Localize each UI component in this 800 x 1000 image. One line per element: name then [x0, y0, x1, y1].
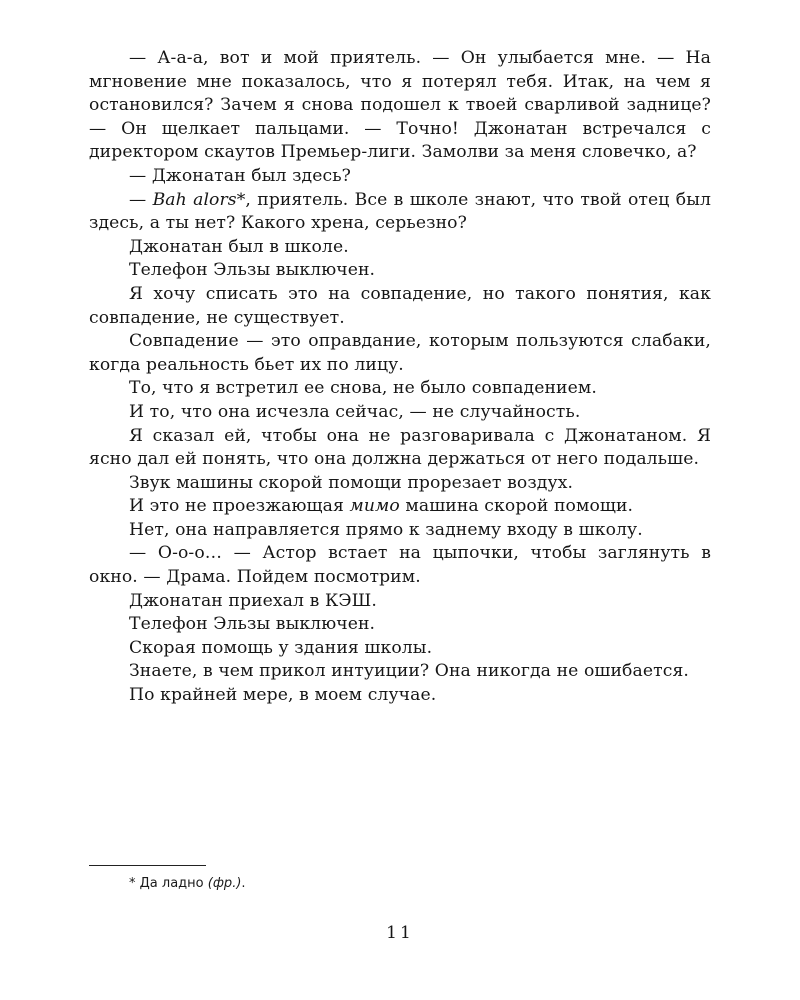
paragraph: Джонатан приехал в КЭШ.: [129, 590, 377, 611]
paragraph: Я сказал ей, чтобы она не разговаривала с Джонатаном. Я ясно дал ей понять, что она должна держаться от него подальше.: [89, 425, 711, 470]
footnote-tail: .: [241, 876, 246, 891]
paragraph: Совпадение — это оправдание, которым пользуются слабаки, когда реальность бьет их по лицу.: [89, 331, 711, 375]
footnote-divider: [89, 865, 206, 866]
paragraph: Джонатан был в школе.: [129, 236, 349, 257]
paragraph: [89, 495, 711, 519]
italic-phrase: мимо: [349, 496, 400, 517]
paragraph: — Джонатан был здесь?: [129, 165, 351, 186]
paragraph: Телефон Эльзы выключен.: [129, 260, 376, 281]
paragraph: Нет, она направляется прямо к заднему входу в школу.: [129, 519, 643, 540]
paragraph: Я хочу списать это на совпадение, но такого понятия, как совпадение, не существует.: [89, 283, 711, 328]
paragraph-text: —: [129, 189, 153, 210]
paragraph-text: И это не проезжающая: [129, 496, 350, 517]
paragraph-text: *, приятель. Все в школе знают, что твой отец был здесь, а ты нет? Какого хрена, серьезно?: [89, 189, 711, 234]
page-number: 11: [386, 923, 414, 943]
footnote-italic: (фр.): [207, 876, 242, 891]
paragraph: — А-а-а, вот и мой приятель. — Он улыбается мне. — На мгновение мне показалось, что я потерял тебя. Итак, на чем я остановился? Зачем я снова подошел к твоей сварливой заднице? — Он щелкает пальцами. — Точно! Джонатан встречался с директором скаутов Премьер-лиги. Замолви за меня словечко, а?: [89, 48, 711, 163]
paragraph: Телефон Эльзы выключен.: [129, 614, 376, 635]
paragraph: Знаете, в чем прикол интуиции? Она никогда не ошибается.: [129, 661, 689, 682]
body-text: [89, 47, 711, 708]
paragraph: — О-о-о… — Астор встает на цыпочки, чтобы заглянуть в окно. — Драма. Пойдем посмотрим.: [89, 543, 711, 588]
paragraph: И то, что она исчезла сейчас, — не случайность.: [129, 401, 581, 422]
paragraph-text: машина скорой помощи.: [399, 496, 634, 517]
footnote-text: * Да ладно: [129, 876, 208, 891]
paragraph: По крайней мере, в моем случае.: [129, 685, 437, 706]
footnote: [129, 875, 246, 893]
italic-phrase: Bah alors: [152, 189, 237, 210]
paragraph: Скорая помощь у здания школы.: [129, 637, 433, 658]
paragraph: [89, 189, 711, 236]
paragraph: То, что я встретил ее снова, не было совпадением.: [129, 378, 597, 399]
paragraph: Звук машины скорой помощи прорезает воздух.: [129, 472, 574, 493]
